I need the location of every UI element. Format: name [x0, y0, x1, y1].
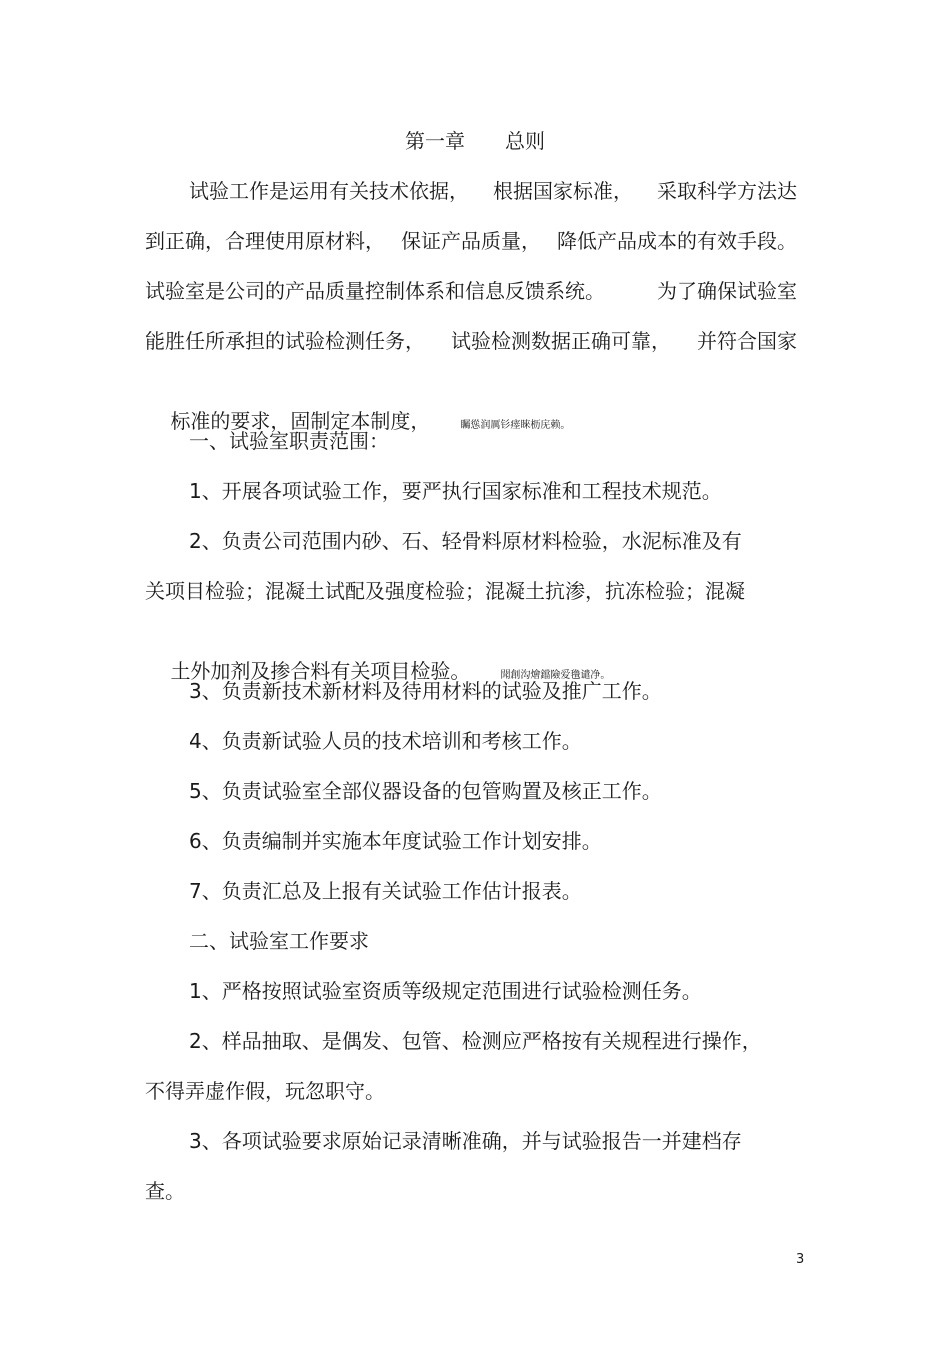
intro-line-4-part-3: 并符合国家 [697, 329, 797, 353]
intro-line-4 [145, 326, 797, 356]
intro-line-2-part-1: 到正确，合理使用原材料， [145, 229, 385, 253]
intro-line-3-part-2: 为了确保试验室 [657, 279, 797, 303]
section-1-item-4: 4、负责新试验人员的技术培训和考核工作。 [189, 729, 582, 753]
section-2-item-3-line-2: 查。 [145, 1179, 185, 1203]
intro-line-1-part-3: 采取科学方法达 [657, 179, 797, 203]
intro-line-1-part-1: 试验工作是运用有关技术依据， [189, 179, 469, 203]
section-1-item-2-line-2: 关项目检验；混凝土试配及强度检验；混凝土抗渗，抗冻检验；混凝 [145, 579, 745, 603]
intro-line-2-part-2: 保证产品质量， [401, 229, 541, 253]
intro-line-4-part-2: 试验检测数据正确可靠， [451, 329, 671, 353]
section-2-item-1: 1、严格按照试验室资质等级规定范围进行试验检测任务。 [189, 979, 702, 1003]
section-1-item-2-line-3-text: 土外加剂及掺合料有关项目检验。 [170, 659, 471, 683]
intro-line-2-part-3: 降低产品成本的有效手段。 [557, 229, 797, 253]
intro-line-2 [145, 226, 797, 256]
section-1-item-5: 5、负责试验室全部仪器设备的包管购置及核正工作。 [189, 779, 662, 803]
section-1-item-6: 6、负责编制并实施本年度试验工作计划安排。 [189, 829, 602, 853]
chapter-title: 第一章 总则 [405, 129, 545, 153]
intro-line-3 [145, 276, 797, 306]
intro-line-3-part-1: 试验室是公司的产品质量控制体系和信息反馈系统。 [145, 279, 605, 303]
section-2-item-2-line-1: 2、样品抽取、是偶发、包管、检测应严格按有关规程进行操作， [189, 1029, 762, 1053]
section-1-item-2-line-1: 2、负责公司范围内砂、石、轻骨料原材料检验，水泥标准及有 [189, 529, 742, 553]
section-2-heading: 二、试验室工作要求 [189, 929, 369, 953]
intro-line-1 [189, 176, 797, 206]
section-1-item-7: 7、负责汇总及上报有关试验工作估计报表。 [189, 879, 582, 903]
intro-line-1-part-2: 根据国家标准， [493, 179, 633, 203]
page-number: 3 [796, 1252, 805, 1267]
section-1-item-1: 1、开展各项试验工作，要严执行国家标准和工程技术规范。 [189, 479, 722, 503]
intro-line-5-small-text: 矚慫润厲钐瘗睞枥庑赖。 [460, 420, 571, 431]
section-1-heading: 一、试验室职责范围： [189, 429, 389, 453]
intro-line-4-part-1: 能胜任所承担的试验检测任务， [145, 329, 425, 353]
section-1-item-2-small-text: 聞創沟燴鐺險爱氇谴净。 [500, 670, 611, 681]
section-2-item-3-line-1: 3、各项试验要求原始记录清晰准确，并与试验报告一并建档存 [189, 1129, 742, 1153]
section-1-item-3: 3、负责新技术新材料及待用材料的试验及推广工作。 [189, 679, 662, 703]
intro-line-5 [145, 376, 571, 433]
section-2-item-2-line-2: 不得弄虚作假，玩忽职守。 [145, 1079, 385, 1103]
section-1-item-2-line-3 [145, 626, 611, 683]
intro-line-5-text: 标准的要求，固制定本制度， [170, 409, 431, 433]
